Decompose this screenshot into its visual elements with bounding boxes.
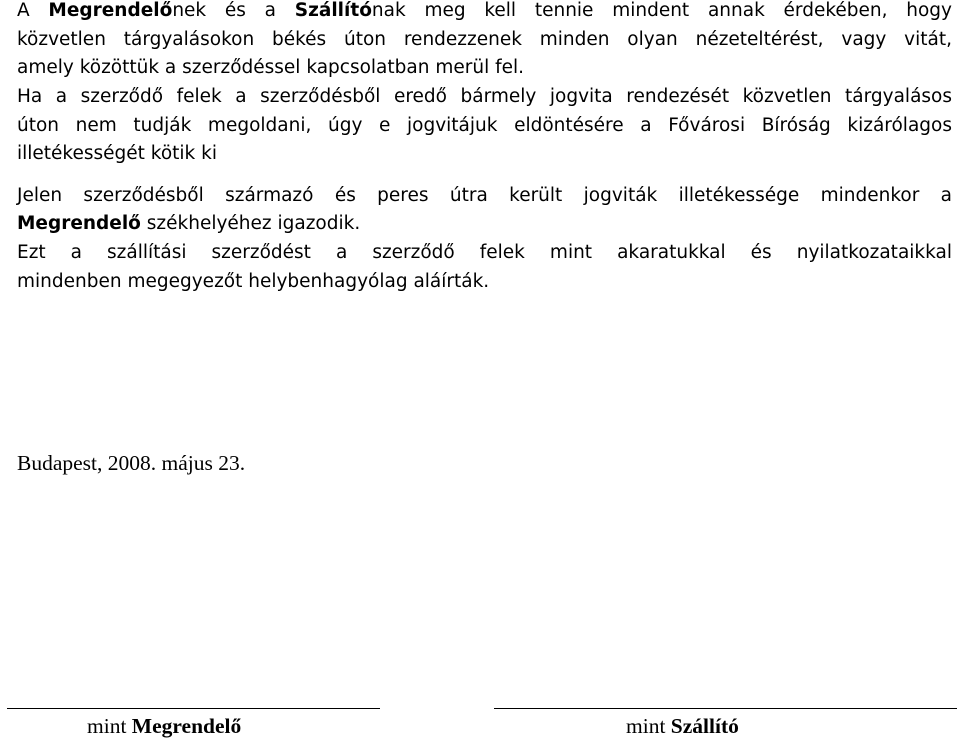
paragraph-3-line-1: Jelen szerződésből származó és peres útra került jogviták illetékessége mindenkor a bbox=[17, 185, 952, 206]
paragraph-2-line-2: úton nem tudják megoldani, úgy e jogvitájuk eldöntésére a Fővárosi Bíróság kizárólagos bbox=[17, 115, 952, 136]
paragraph-4-line-1: Ezt a szállítási szerződést a szerződő felek mint akaratukkal és nyilatkozataikkal bbox=[17, 242, 952, 263]
paragraph-1-line-1 bbox=[17, 0, 952, 21]
paragraph-1-line-2: közvetlen tárgyalásokon békés úton rendezzenek minden olyan nézeteltérést, vagy vitát, bbox=[17, 29, 952, 50]
place-date: Budapest, 2008. május 23. bbox=[17, 451, 246, 475]
signature-line-left bbox=[7, 708, 380, 709]
text-fragment: nak meg kell tennie mindent annak érdekében, hogy bbox=[371, 0, 952, 21]
text-fragment: nek és a bbox=[172, 0, 295, 21]
signature-label-right bbox=[626, 714, 739, 739]
paragraph-1-line-3: amely közöttük a szerződéssel kapcsolatban merül fel. bbox=[17, 57, 525, 78]
party-megrendelo: Megrendelő bbox=[48, 0, 173, 21]
text-fragment: A bbox=[17, 0, 49, 21]
signature-party-megrendelo: Megrendelő bbox=[131, 714, 242, 738]
paragraph-2-line-1: Ha a szerződő felek a szerződésből eredő bármely jogvita rendezését közvetlen tárgyalásos bbox=[17, 86, 952, 107]
paragraph-4-line-2: mindenben megegyezőt helybenhagyólag aláírták. bbox=[17, 271, 490, 292]
signature-party-szallito: Szállító bbox=[670, 714, 739, 738]
party-megrendelo: Megrendelő bbox=[17, 213, 141, 234]
party-szallito: Szállító bbox=[294, 0, 372, 21]
signature-prefix: mint bbox=[87, 714, 132, 738]
signature-line-right bbox=[494, 708, 957, 709]
paragraph-3-line-2 bbox=[17, 213, 952, 234]
paragraph-2-line-3: illetékességét kötik ki bbox=[17, 143, 218, 164]
text-fragment: székhelyéhez igazodik. bbox=[140, 213, 361, 234]
signature-prefix: mint bbox=[626, 714, 671, 738]
signature-label-left bbox=[87, 714, 241, 739]
